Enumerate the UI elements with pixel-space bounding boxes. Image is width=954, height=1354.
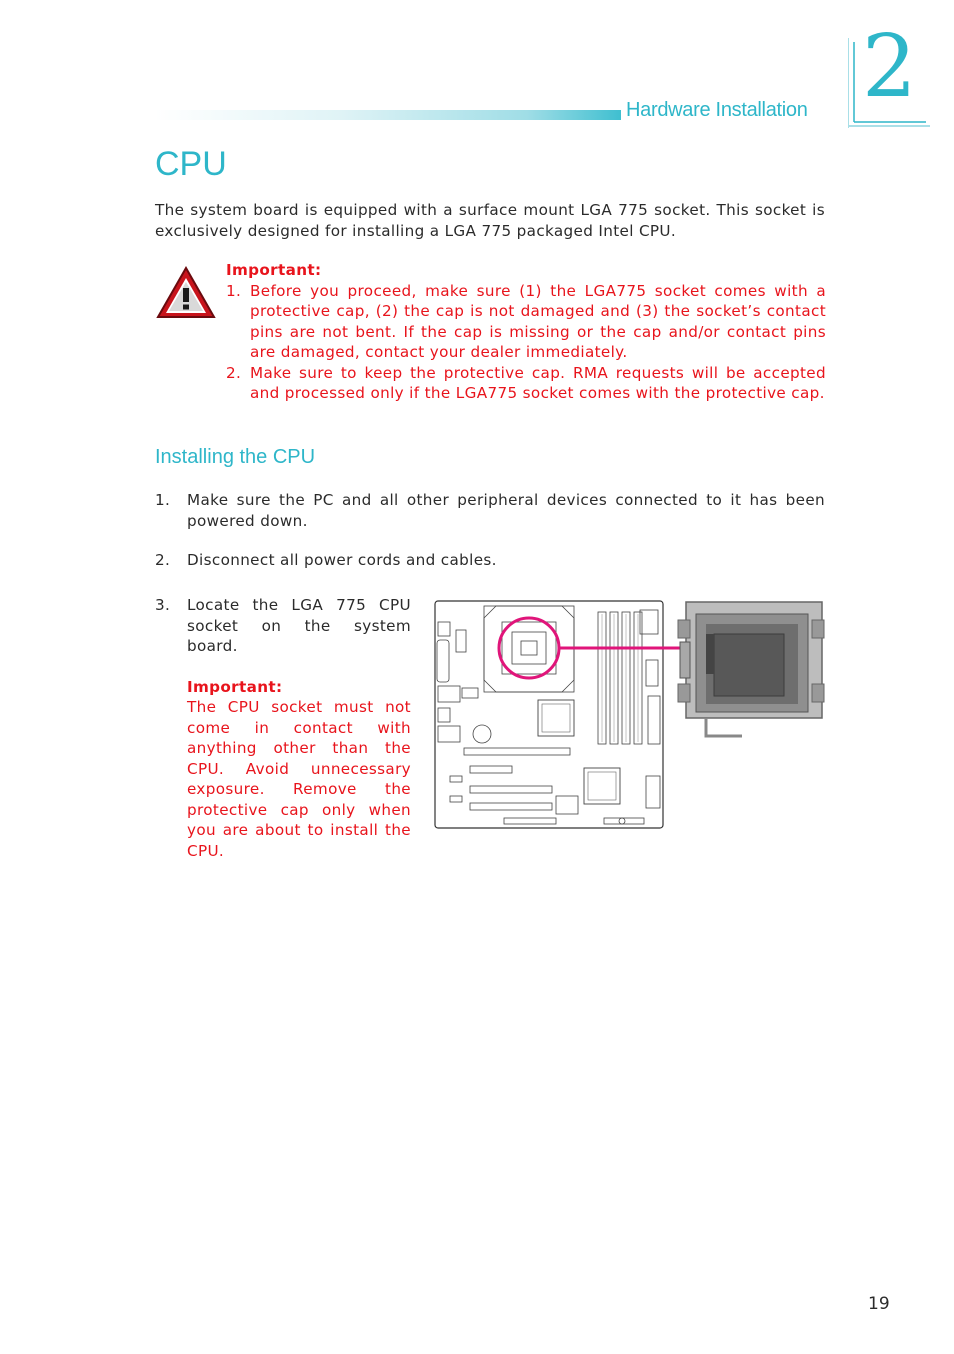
subheading: Installing the CPU <box>155 446 316 468</box>
step-item <box>155 595 411 861</box>
step-text: Disconnect all power cords and cables. <box>187 551 497 569</box>
item-text: Make sure to keep the protective cap. RMA requests will be accepted and processed only if the LGA775 socket comes with the protective cap. <box>250 363 826 402</box>
section-label: Hardware Installation <box>626 99 808 121</box>
step-number: 2. <box>155 551 171 569</box>
important-notice <box>226 260 826 404</box>
step-item <box>155 490 825 531</box>
page-number: 19 <box>868 1294 890 1314</box>
page-title: CPU <box>155 145 227 183</box>
warning-triangle-icon <box>156 266 216 320</box>
cpu-socket-photo <box>676 600 826 745</box>
step-text: Make sure the PC and all other peripheral devices connected to it has been powered down. <box>187 491 825 530</box>
intro-paragraph: The system board is equipped with a surface mount LGA 775 socket. This socket is exclusively designed for installing a LGA 775 packaged Intel CPU. <box>155 201 825 240</box>
header-rule <box>155 110 621 120</box>
item-number: 1. <box>226 281 242 300</box>
callout-line <box>540 605 690 685</box>
chapter-number: 2 <box>862 17 917 117</box>
item-number: 2. <box>226 363 242 382</box>
step-number: 3. <box>155 596 171 614</box>
important-item <box>226 363 826 404</box>
important-item <box>226 281 826 363</box>
step-content <box>187 595 411 861</box>
step-number: 1. <box>155 491 171 509</box>
important-heading: Important: <box>226 261 322 279</box>
important-text: The CPU socket must not come in contact with anything other than the CPU. Avoid unnecessary exposure. Remove the protective cap only when you are about to install the CPU. <box>187 698 411 860</box>
step-text: Locate the LGA 775 CPU socket on the system board. <box>187 596 411 655</box>
step-item <box>155 550 825 571</box>
item-text: Before you proceed, make sure (1) the LGA775 socket comes with a protective cap, (2) the cap is not damaged and (3) the socket’s contact pins are not bent. If the cap is missing or the cap and/or contact pins are damaged, contact your dealer immediately. <box>250 281 826 361</box>
important-heading: Important: <box>187 677 283 696</box>
